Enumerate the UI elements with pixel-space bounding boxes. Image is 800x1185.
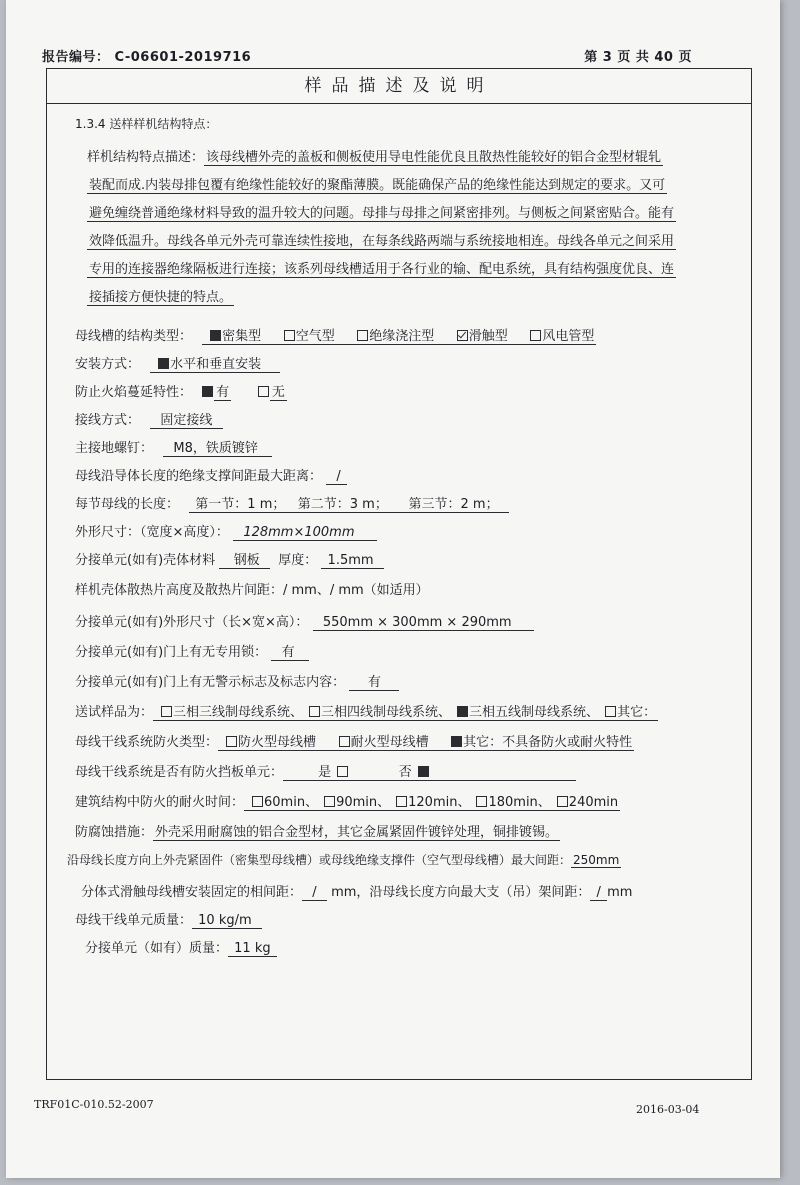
- option-label: 耐火型母线槽: [350, 735, 429, 750]
- checkbox-checked[interactable]: [158, 358, 169, 369]
- field-label: 安装方式：: [75, 357, 141, 372]
- checkbox-checked[interactable]: [202, 386, 213, 397]
- checkbox[interactable]: [605, 706, 616, 717]
- checkbox[interactable]: [339, 736, 350, 747]
- checkbox[interactable]: [530, 330, 541, 341]
- page-number: 第 3 页 共 40 页: [584, 50, 692, 65]
- field-value: 水平和垂直安装: [170, 357, 262, 372]
- max-distance-row: [75, 465, 347, 484]
- dimension-row: [75, 521, 377, 540]
- checkbox[interactable]: [309, 706, 320, 717]
- field-label: 分接单元(如有)壳体材料: [75, 553, 216, 568]
- fire-time-row: [75, 791, 620, 810]
- fastener-row: [67, 851, 621, 868]
- field-value: 第一节：1 m；: [195, 497, 286, 512]
- option-label: 风电管型: [542, 329, 595, 344]
- field-label: 分接单元(如有)外形尺寸（长×宽×高）：: [75, 615, 309, 630]
- field-value: 250mm: [573, 853, 620, 867]
- description-label: 样机结构特点描述：: [87, 150, 205, 165]
- mass-row: [75, 909, 262, 928]
- field-label: 分接单元(如有)门上有无警示标志及标志内容：: [75, 675, 346, 690]
- field-value: /: [312, 885, 317, 900]
- option-label: 无: [271, 385, 285, 400]
- checkbox[interactable]: [161, 706, 172, 717]
- description-line-3: [87, 203, 747, 226]
- tap-warning-row: [75, 671, 399, 690]
- field-label: 防止火焰蔓延特性：: [75, 385, 193, 400]
- ground-bolt-row: [75, 437, 272, 456]
- option-label: 密集型: [222, 329, 262, 344]
- field-value: 128mm×100mm: [243, 525, 355, 540]
- description-text: 效降低温升。母线各单元外壳可靠连续性接地，在每条线路两端与系统接地相连。母线各单元之间采用: [89, 234, 675, 249]
- checkbox[interactable]: [226, 736, 237, 747]
- field-label: 分接单元（如有）质量：: [85, 941, 229, 956]
- field-label: 母线干线系统是否有防火挡板单元：: [75, 765, 284, 780]
- field-label: 厚度：: [278, 553, 318, 568]
- field-label: 接线方式：: [75, 413, 141, 428]
- option-label: 有: [216, 385, 230, 400]
- description-line-2: [87, 175, 747, 198]
- tap-dimension-row: [75, 611, 534, 630]
- option-label: 90min、: [336, 795, 391, 810]
- option-label: 60min、: [264, 795, 319, 810]
- checkbox[interactable]: [476, 796, 487, 807]
- field-label: 母线干线单元质量：: [75, 913, 193, 928]
- option-label: 其它：: [617, 705, 657, 720]
- field-label: 母线沿导体长度的绝缘支撑间距最大距离：: [75, 469, 323, 484]
- field-label: mm，沿母线长度方向最大支（吊）架间距：: [331, 885, 591, 900]
- checkbox[interactable]: [337, 766, 348, 777]
- option-label: 空气型: [295, 329, 335, 344]
- option-label: 120min、: [408, 795, 471, 810]
- option-label: 是: [318, 765, 332, 780]
- option-label: 防火型母线槽: [238, 735, 317, 750]
- option-label: 绝缘浇注型: [369, 329, 435, 344]
- field-label: 母线干线系统防火类型：: [75, 735, 219, 750]
- checkbox[interactable]: [396, 796, 407, 807]
- field-value: 有: [367, 675, 381, 690]
- option-label: 三相四线制母线系统、: [321, 705, 452, 720]
- checkbox[interactable]: [258, 386, 269, 397]
- report-number: 报告编号： C-06601-2019716: [42, 50, 252, 65]
- field-value: 有: [281, 645, 295, 660]
- form-date: 2016-03-04: [636, 1103, 700, 1116]
- install-row: [75, 353, 280, 372]
- option-label: 三相五线制母线系统、: [469, 705, 600, 720]
- option-label: 否: [398, 765, 412, 780]
- checkbox-checked[interactable]: [451, 736, 462, 747]
- description-text: 该母线槽外壳的盖板和侧板使用导电性能优良且散热性能较好的铝合金型材辊轧: [206, 150, 662, 165]
- description-line-5: [87, 259, 747, 282]
- field-value: 钢板: [233, 553, 260, 568]
- field-label: 主接地螺钉：: [75, 441, 154, 456]
- field-value: 550mm × 300mm × 290mm: [322, 615, 512, 630]
- tap-material-row: [75, 549, 384, 568]
- checkbox[interactable]: [324, 796, 335, 807]
- structure-type-row: [75, 325, 596, 344]
- field-label: 分接单元(如有)门上有无专用锁：: [75, 645, 268, 660]
- field-label: 防腐蚀措施：: [75, 825, 154, 840]
- section-heading: 1.3.4 送样样机结构特点：: [75, 117, 218, 131]
- anticorrosion-row: [75, 821, 560, 840]
- connect-row: [75, 409, 223, 428]
- form-title: 样品描述及说明: [47, 69, 751, 104]
- field-value: M8，铁质镀锌: [173, 441, 258, 456]
- section-length-row: [75, 493, 509, 512]
- field-label: 样机壳体散热片高度及散热片间距：/ mm、/ mm（如适用）: [75, 583, 429, 598]
- field-value: 第二节：3 m；: [297, 497, 388, 512]
- field-label: 每节母线的长度：: [75, 497, 180, 512]
- checkbox-checked[interactable]: [210, 330, 221, 341]
- field-value: 11 kg: [234, 941, 271, 956]
- checkbox[interactable]: [284, 330, 295, 341]
- option-label: 其它：不具备防火或耐火特性: [463, 735, 633, 750]
- field-label: 母线槽的结构类型：: [75, 329, 193, 344]
- option-label: 滑触型: [468, 329, 508, 344]
- description-line-1: [87, 147, 747, 170]
- field-value: /: [596, 885, 601, 900]
- field-value: 固定接线: [160, 413, 213, 428]
- option-label: 240min: [568, 795, 619, 810]
- unit-label: mm: [607, 885, 633, 900]
- field-label: 建筑结构中防火的耐火时间：: [75, 795, 245, 810]
- description-text: 避免缠绕普通绝缘材料导致的温升较大的问题。母排与母排之间紧密排列。与侧板之间紧密贴合。能有: [89, 206, 675, 221]
- field-value: /: [336, 469, 341, 484]
- form-code: TRF01C-010.52-2007: [34, 1098, 154, 1111]
- field-value: 外壳采用耐腐蚀的铝合金型材，其它金属紧固件镀锌处理，铜排镀锡。: [155, 825, 559, 840]
- fire-barrier-row: [75, 761, 576, 780]
- field-value: 1.5mm: [327, 553, 374, 568]
- checkbox[interactable]: [357, 330, 368, 341]
- fire-spread-row: [75, 381, 287, 400]
- field-value: 10 kg/m: [198, 913, 252, 928]
- field-label: 外形尺寸：（宽度×高度）：: [75, 525, 229, 540]
- slide-row: [81, 881, 632, 900]
- tap-lock-row: [75, 641, 309, 660]
- fire-type-row: [75, 731, 634, 750]
- option-label: 三相三线制母线系统、: [173, 705, 304, 720]
- checkbox[interactable]: [557, 796, 568, 807]
- sample-type-row: [75, 701, 658, 720]
- description-text: 专用的连接器绝缘隔板进行连接；该系列母线槽适用于各行业的输、配电系统，具有结构强度优良、连: [89, 262, 675, 277]
- description-text: 装配而成.内装母排包覆有绝缘性能较好的聚酯薄膜。既能确保产品的绝缘性能达到规定的要求。又可: [89, 178, 666, 193]
- checkbox[interactable]: [252, 796, 263, 807]
- description-line-4: [87, 231, 747, 254]
- checkbox-checked[interactable]: [457, 706, 468, 717]
- form-frame: [46, 68, 752, 1080]
- checkbox-ticked[interactable]: [457, 330, 468, 341]
- checkbox-checked[interactable]: [418, 766, 429, 777]
- description-text: 接插接方便快捷的特点。: [89, 290, 233, 305]
- heatsink-row: [75, 579, 429, 598]
- option-label: 180min、: [488, 795, 551, 810]
- description-line-6: [87, 287, 747, 310]
- field-label: 送试样品为：: [75, 705, 154, 720]
- tap-mass-row: [85, 937, 277, 956]
- field-label: 沿母线长度方向上外壳紧固件（密集型母线槽）或母线绝缘支撑件（空气型母线槽）最大间距：: [67, 853, 572, 867]
- document-page: [6, 0, 780, 1178]
- field-value: 第三节：2 m；: [408, 497, 499, 512]
- field-label: 分体式滑触母线槽安装固定的相间距：: [81, 885, 303, 900]
